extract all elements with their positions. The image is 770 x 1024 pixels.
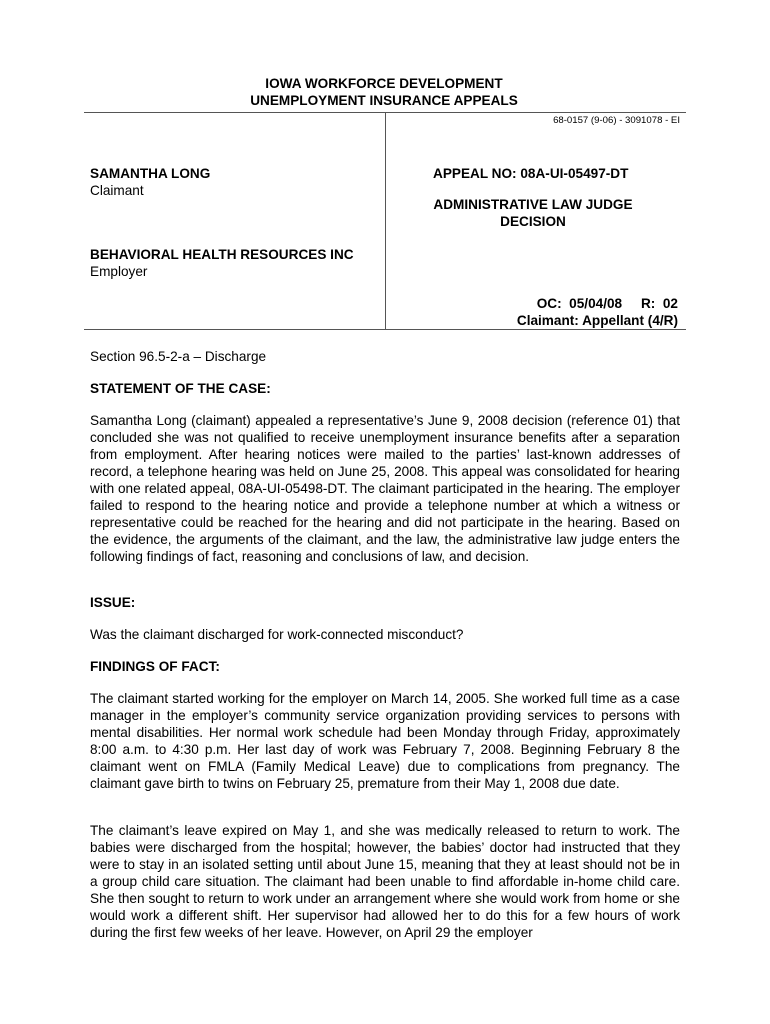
statement-of-case	[90, 412, 680, 565]
claimant-name: SAMANTHA LONG	[90, 166, 211, 181]
statement-paragraph: Samantha Long (claimant) appealed a representative’s June 9, 2008 decision (reference 01) that concluded she was not qualified to receive unemployment insurance benefits after a separation from employment. After hearing notices were mailed to the parties’ last-known addresses of record, a telephone hearing was held on June 25, 2008. This appeal was consolidated for hearing with one related appeal, 08A-UI-05498-DT. The claimant participated in the hearing. The employer failed to respond to the hearing notice and provide a telephone number at which a witness or representative could be reached for the hearing and did not participate in the hearing. Based on the evidence, the arguments of the claimant, and the law, the administrative law judge enters the following findings of fact, reasoning and conclusions of law, and decision.	[90, 413, 680, 564]
findings-heading-text: FINDINGS OF FACT:	[90, 659, 220, 674]
decision-type-line2: DECISION	[500, 214, 566, 229]
division-title: UNEMPLOYMENT INSURANCE APPEALS	[250, 93, 518, 108]
findings-paragraph-2	[90, 822, 680, 941]
employer-role: Employer	[90, 264, 148, 279]
statement-heading-text: STATEMENT OF THE CASE:	[90, 381, 271, 396]
oc-line: OC: 05/04/08 R: 02	[536, 296, 678, 311]
decision-type-line1: ADMINISTRATIVE LAW JUDGE	[433, 197, 633, 212]
case-codes	[517, 295, 678, 329]
agency-title: IOWA WORKFORCE DEVELOPMENT	[265, 76, 503, 91]
employer-name: BEHAVIORAL HEALTH RESOURCES INC	[90, 247, 354, 262]
issue-heading	[90, 594, 680, 611]
caption-column-divider	[385, 112, 386, 329]
decision-type	[433, 196, 633, 230]
findings-paragraph-1	[90, 690, 680, 792]
issue-heading-text: ISSUE:	[90, 595, 136, 610]
statement-heading	[90, 380, 680, 397]
appeal-number: APPEAL NO: 08A-UI-05497-DT	[433, 166, 629, 181]
document-reference: 68-0157 (9-06) - 3091078 - EI	[553, 115, 680, 126]
claimant-role: Claimant	[90, 183, 144, 198]
issue-question: Was the claimant discharged for work-connected misconduct?	[90, 627, 464, 642]
caption-bottom-divider	[84, 329, 686, 330]
appellant-line: Claimant: Appellant (4/R)	[516, 313, 678, 328]
section-reference: Section 96.5-2-a – Discharge	[90, 349, 267, 364]
findings-paragraph-2-text: The claimant’s leave expired on May 1, and she was medically released to return to work. The babies were discharged from the hospital; however, the babies’ doctor had instructed that they were to stay in an isolated setting until about June 15, meaning that they at least should not be in a group child care situation. The claimant had been unable to find affordable in-home child care. She then sought to return to work under an arrangement where she would work from home or she would work a different shift. Her supervisor had allowed her to do this for a few hours of work during the first few weeks of her leave. However, on April 29 the employer	[90, 823, 680, 940]
findings-paragraph-1-text: The claimant started working for the employer on March 14, 2005. She worked full time as a case manager in the employer’s community service organization providing services to persons with mental disabilities. Her normal work schedule had been Monday through Friday, approximately 8:00 a.m. to 4:30 p.m. Her last day of work was February 7, 2008. Beginning February 8 the claimant went on FMLA (Family Medical Leave) due to complications from pregnancy. The claimant gave birth to twins on February 25, premature from their May 1, 2008 due date.	[90, 691, 680, 791]
findings-heading	[90, 658, 680, 675]
